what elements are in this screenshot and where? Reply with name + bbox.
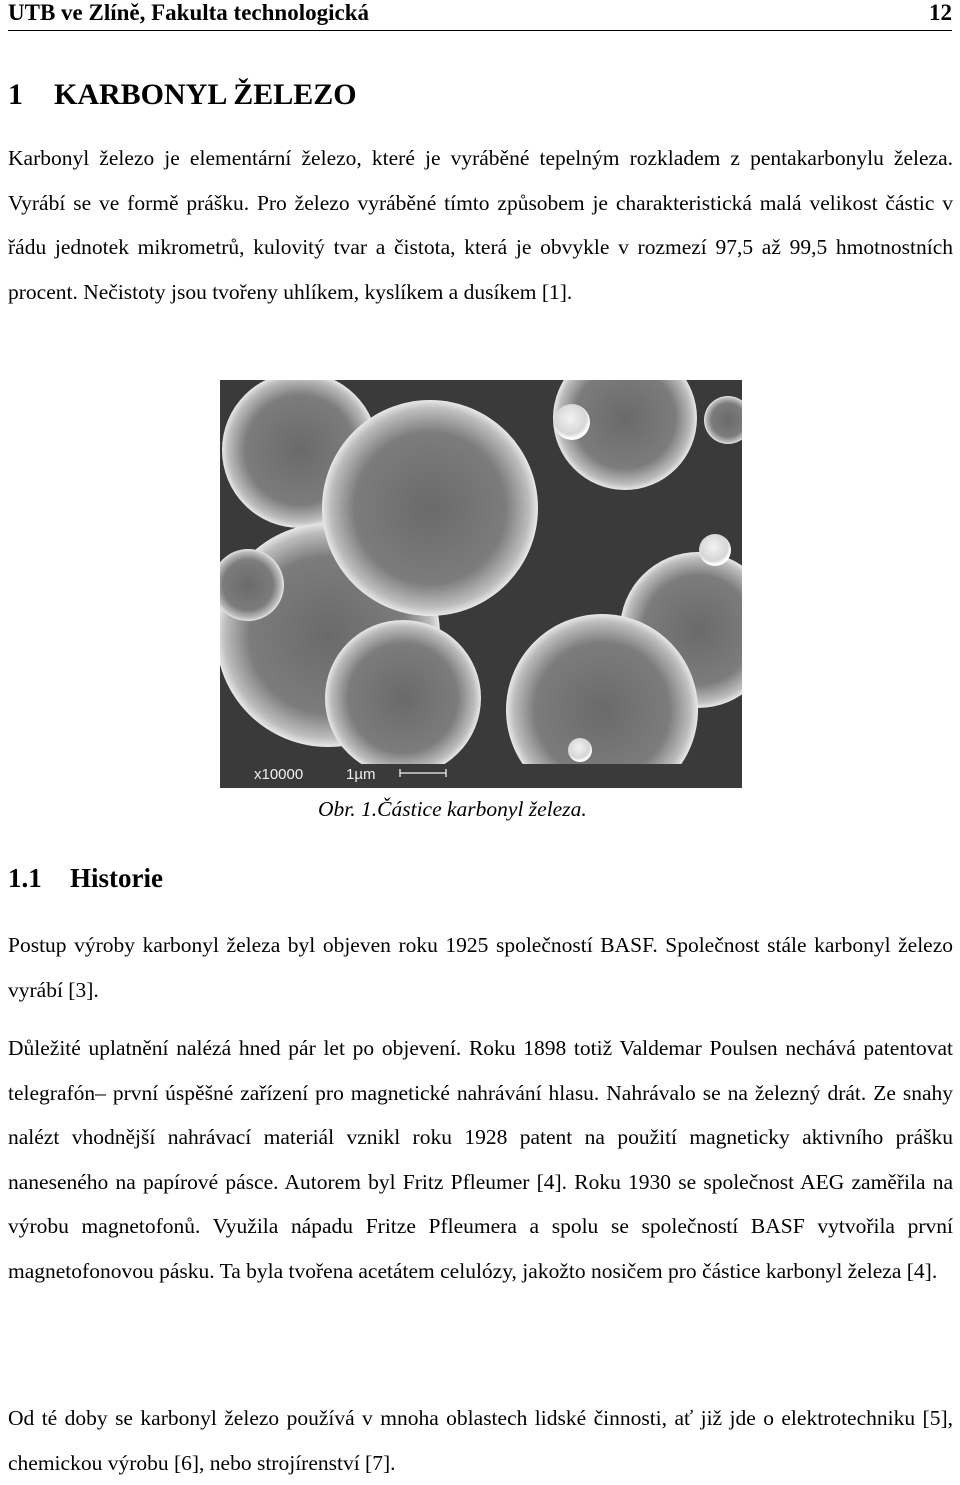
figure-caption: Obr. 1.Částice karbonyl železa. — [318, 797, 587, 821]
page-header — [8, 0, 952, 31]
intro-paragraph: Karbonyl železo je elementární železo, které je vyráběné tepelným rozkladem z pentakarbonylu železa. Vyrábí se ve formě prášku. Pro železo vyráběné tímto způsobem je charakteristická malá velikost částic v řádu jednotek mikrometrů, kulovitý tvar a čistota, která je obvykle v rozmezí 97,5 až 99,5 hmotnostních procent. Nečistoty jsou tvořeny uhlíkem, kyslíkem a dusíkem [1]. — [8, 146, 953, 304]
section-number: 1.1 — [8, 863, 42, 893]
history-paragraph-1: Postup výroby karbonyl železa byl objeven roku 1925 společností BASF. Společnost stále karbonyl železo vyrábí [3]. — [8, 933, 953, 1002]
chapter-heading — [8, 78, 357, 112]
section-title: Historie — [70, 863, 163, 893]
sem-micrograph — [220, 380, 742, 788]
chapter-title: KARBONYL ŽELEZO — [54, 78, 357, 111]
chapter-number: 1 — [8, 78, 23, 111]
header-page-number: 12 — [929, 0, 952, 25]
section-heading — [8, 863, 163, 894]
magnification-label: x10000 — [254, 766, 304, 783]
header-institution: UTB ve Zlíně, Fakulta technologická — [8, 0, 369, 25]
scale-label: 1µm — [346, 766, 376, 783]
history-paragraph-2: Důležité uplatnění nalézá hned pár let po objevení. Roku 1898 totiž Valdemar Poulsen nechává patentovat telegrafón– první úspěšné zařízení pro magnetické nahrávání hlasu. Nahrávalo se na železný drát. Ze snahy nalézt vhodnější nahrávací materiál vznikl roku 1928 patent na použití magneticky aktivního prášku naneseného na papírové pásce. Autorem byl Fritz Pfleumer [4]. Roku 1930 se společnost AEG zaměřila na výrobu magnetofonů. Využila nápadu Fritze Pfleumera a spolu se společností BASF vytvořila první magnetofonovou pásku. Ta byla tvořena acetátem celulózy, jakožto nosičem pro částice karbonyl železa [4]. — [8, 1036, 953, 1283]
history-paragraph-3: Od té doby se karbonyl železo používá v mnoha oblastech lidské činnosti, ať již jde o elektrotechniku [5], chemickou výrobu [6], nebo strojírenství [7]. — [8, 1406, 953, 1475]
micrograph-image — [220, 380, 742, 788]
